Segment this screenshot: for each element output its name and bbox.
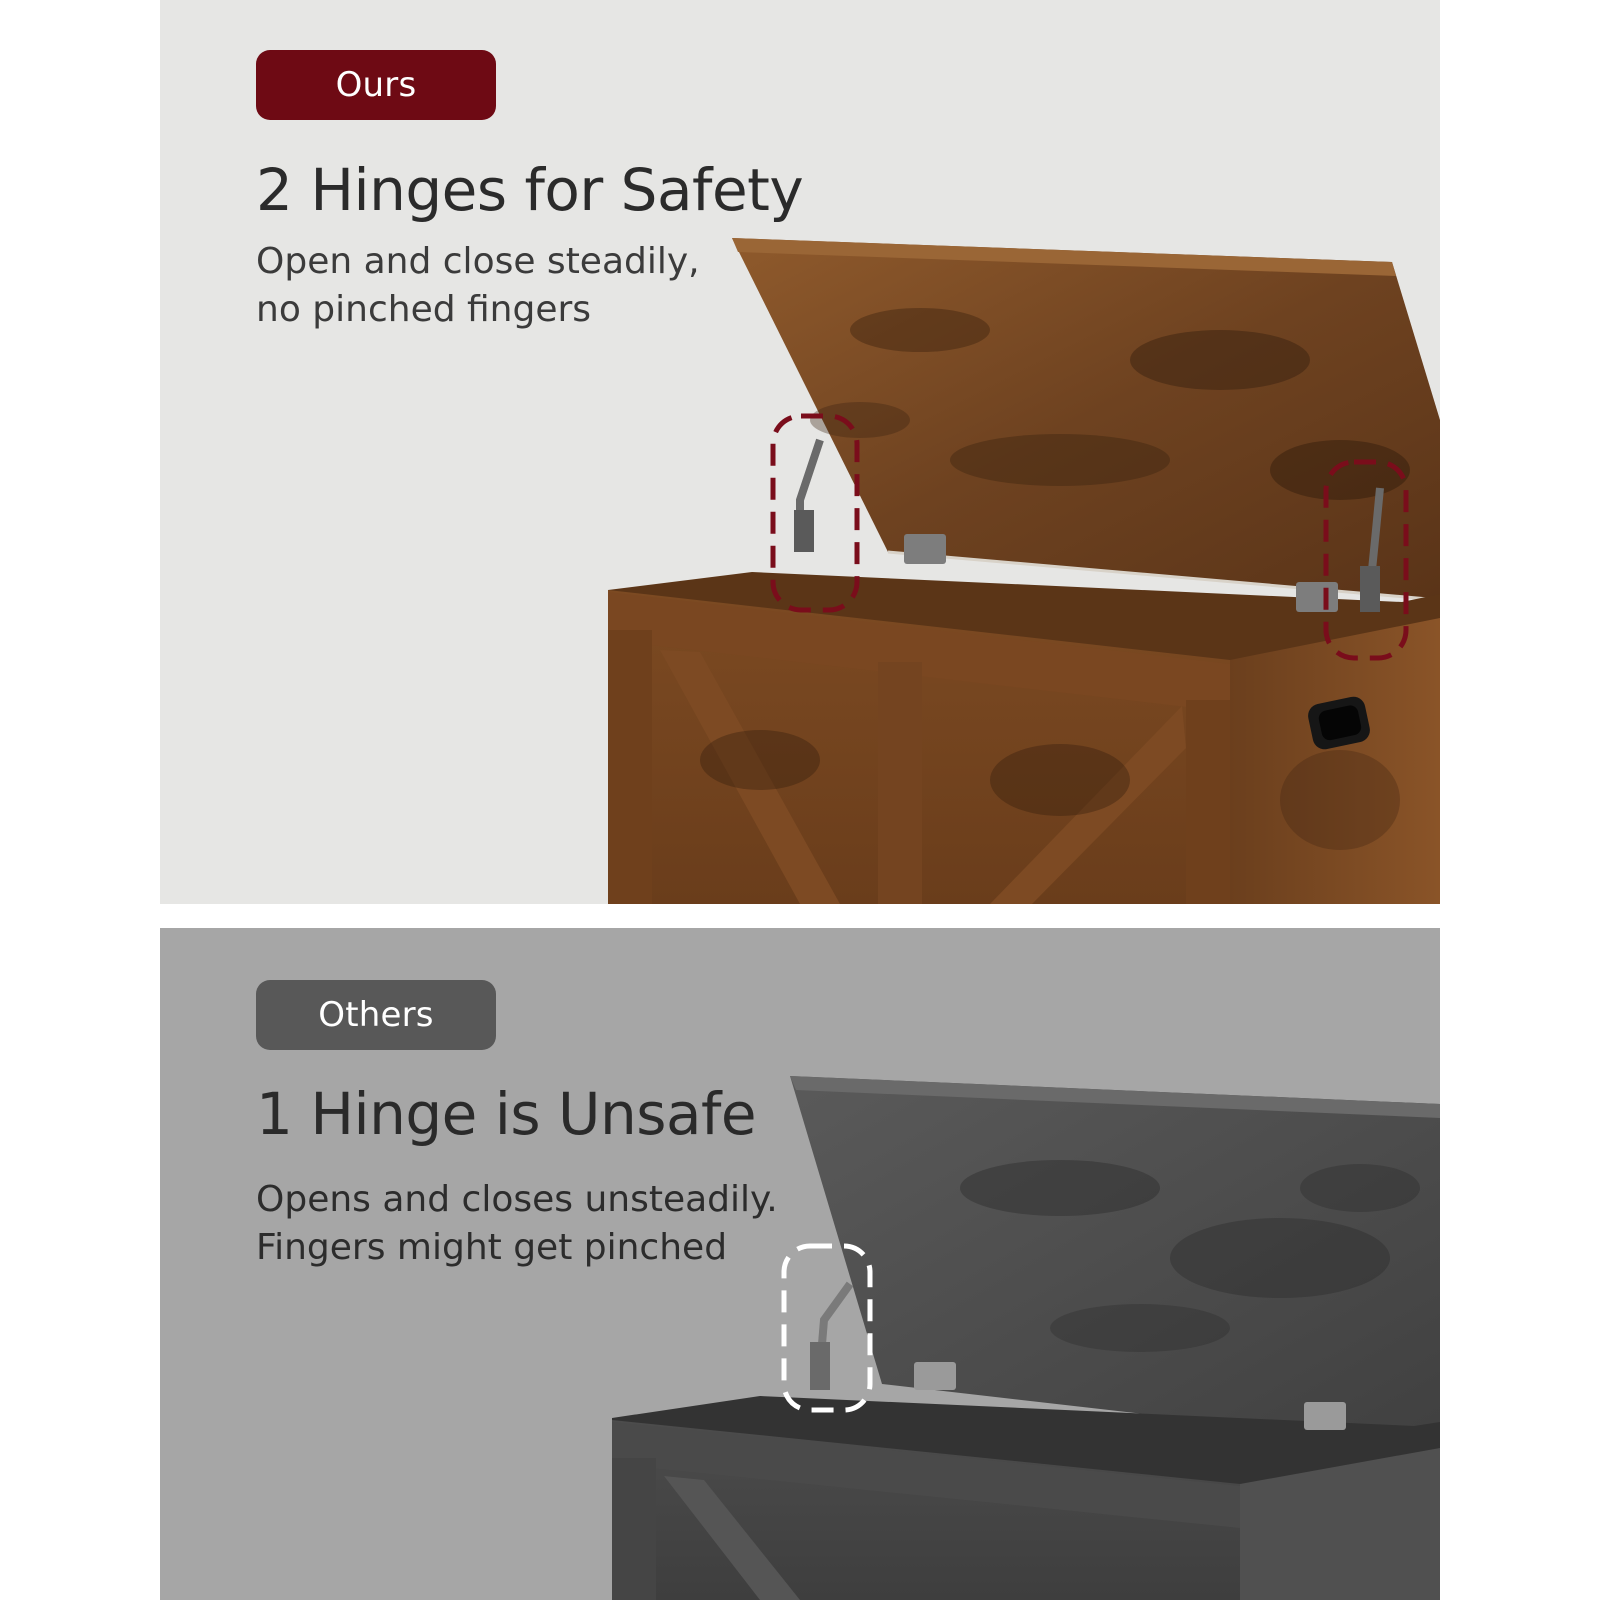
others-description-line2: Fingers might get pinched bbox=[256, 1227, 728, 1268]
chest-body bbox=[608, 572, 1440, 904]
ours-badge bbox=[256, 50, 496, 120]
ours-description bbox=[256, 238, 700, 334]
others-description-line1: Opens and closes unsteadily. bbox=[256, 1179, 778, 1220]
others-heading: 1 Hinge is Unsafe bbox=[256, 1080, 757, 1148]
ours-heading: 2 Hinges for Safety bbox=[256, 156, 804, 224]
competitor-chest-lid bbox=[790, 1076, 1440, 1448]
storage-chest-photo bbox=[160, 0, 1440, 904]
ours-badge-label: Ours bbox=[335, 65, 417, 105]
others-badge-label: Others bbox=[318, 995, 434, 1035]
others-panel bbox=[160, 928, 1440, 1600]
ours-panel bbox=[160, 0, 1440, 904]
ours-description-line1: Open and close steadily, bbox=[256, 241, 700, 282]
others-badge bbox=[256, 980, 496, 1050]
others-description bbox=[256, 1176, 778, 1272]
ours-description-line2: no pinched fingers bbox=[256, 289, 592, 330]
